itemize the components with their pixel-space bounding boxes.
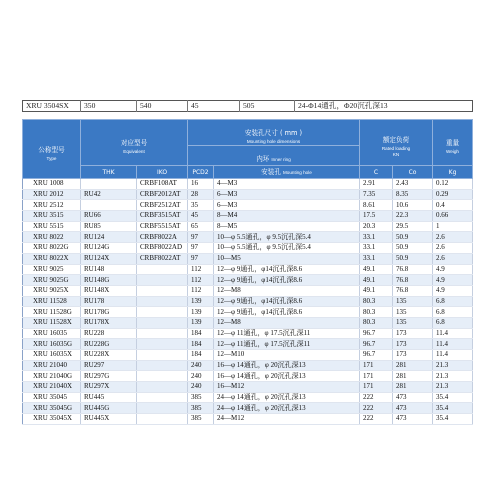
spec-table bbox=[22, 119, 473, 425]
cell-pcd: 184 bbox=[188, 339, 214, 350]
cell-weight: 35.4 bbox=[433, 403, 473, 414]
cell-weight: 0.29 bbox=[433, 189, 473, 200]
cell-pcd: 112 bbox=[188, 285, 214, 296]
cell-co: 50.9 bbox=[393, 243, 433, 254]
cell-weight: 2.6 bbox=[433, 243, 473, 254]
header-pcd: PCD2 bbox=[188, 166, 214, 179]
top-cell-mounting-hole: 24-Φ14通孔，Φ20沉孔深13 bbox=[298, 101, 388, 110]
table-row bbox=[23, 285, 473, 296]
cell-model: XRU 11528 bbox=[23, 296, 81, 307]
header-iko: IKO bbox=[137, 166, 188, 179]
table-row bbox=[23, 211, 473, 222]
cell-thk: RU124G bbox=[81, 243, 137, 254]
cell-pcd: 65 bbox=[188, 221, 214, 232]
cell-thk: RU178X bbox=[81, 317, 137, 328]
table-row bbox=[23, 200, 473, 211]
cell-pcd: 240 bbox=[188, 371, 214, 382]
cell-model: XRU 35045X bbox=[23, 414, 81, 425]
table-row bbox=[23, 339, 473, 350]
cell-thk: RU178G bbox=[81, 307, 137, 318]
cell-co: 473 bbox=[393, 392, 433, 403]
table-row bbox=[23, 232, 473, 243]
cell-c: 7.35 bbox=[360, 189, 393, 200]
cell-c: 80.3 bbox=[360, 317, 393, 328]
cell-thk: RU178 bbox=[81, 296, 137, 307]
cell-thk: RU228X bbox=[81, 350, 137, 361]
cell-model: XRU 35045G bbox=[23, 403, 81, 414]
cell-c: 222 bbox=[360, 403, 393, 414]
top-row bbox=[23, 101, 473, 112]
header-kg: Kg bbox=[433, 166, 473, 179]
cell-weight: 35.4 bbox=[433, 392, 473, 403]
cell-thk: RU85 bbox=[81, 221, 137, 232]
table-row bbox=[23, 350, 473, 361]
cell-c: 222 bbox=[360, 414, 393, 425]
cell-iko bbox=[137, 371, 188, 382]
table-row bbox=[23, 296, 473, 307]
cell-co: 473 bbox=[393, 403, 433, 414]
cell-weight: 1 bbox=[433, 221, 473, 232]
cell-thk: RU297G bbox=[81, 371, 137, 382]
cell-thk: RU228 bbox=[81, 328, 137, 339]
cell-pcd: 97 bbox=[188, 232, 214, 243]
top-cell-outer-dia: 540 bbox=[137, 101, 188, 112]
cell-iko: CRBF2512AT bbox=[137, 200, 188, 211]
cell-iko bbox=[137, 414, 188, 425]
cell-pcd: 35 bbox=[188, 200, 214, 211]
cell-c: 171 bbox=[360, 360, 393, 371]
table-row bbox=[23, 360, 473, 371]
cell-mounting-hole: 16—φ 14通孔，φ 20沉孔深13 bbox=[214, 360, 360, 371]
cell-weight: 11.4 bbox=[433, 339, 473, 350]
header-c: C bbox=[360, 166, 393, 179]
cell-mounting-hole: 8—M4 bbox=[214, 211, 360, 222]
cell-c: 171 bbox=[360, 382, 393, 393]
cell-mounting-hole: 6—M3 bbox=[214, 189, 360, 200]
cell-weight: 4.9 bbox=[433, 275, 473, 286]
table-row bbox=[23, 317, 473, 328]
cell-iko bbox=[137, 328, 188, 339]
cell-thk: RU445X bbox=[81, 414, 137, 425]
top-cell-inner-dia: 350 bbox=[81, 101, 137, 112]
cell-pcd: 240 bbox=[188, 382, 214, 393]
cell-mounting-hole: 16—φ 14通孔，φ 20沉孔深13 bbox=[214, 371, 360, 382]
header-mounting-dimensions: 安装孔尺寸 ( mm ) Mounting hole dimensions bbox=[188, 120, 360, 146]
cell-weight: 21.3 bbox=[433, 360, 473, 371]
cell-weight: 4.9 bbox=[433, 285, 473, 296]
cell-mounting-hole: 8—M5 bbox=[214, 221, 360, 232]
top-spec-row bbox=[22, 100, 473, 112]
header-rated-loading: 额定负荷 Rated loading KN bbox=[360, 120, 433, 166]
cell-pcd: 45 bbox=[188, 211, 214, 222]
cell-co: 2.43 bbox=[393, 179, 433, 190]
cell-mounting-hole: 12—φ 9通孔，φ14沉孔深8.6 bbox=[214, 264, 360, 275]
cell-model: XRU 3515 bbox=[23, 211, 81, 222]
cell-mounting-hole: 12—M10 bbox=[214, 350, 360, 361]
cell-model: XRU 2012 bbox=[23, 189, 81, 200]
cell-co: 8.35 bbox=[393, 189, 433, 200]
table-row bbox=[23, 275, 473, 286]
cell-mounting-hole: 24—φ 14通孔，φ 20沉孔深13 bbox=[214, 403, 360, 414]
table-row bbox=[23, 392, 473, 403]
cell-model: XRU 8022X bbox=[23, 253, 81, 264]
cell-pcd: 139 bbox=[188, 296, 214, 307]
cell-co: 281 bbox=[393, 382, 433, 393]
cell-thk bbox=[81, 179, 137, 190]
cell-model: XRU 9025 bbox=[23, 264, 81, 275]
cell-thk: RU297X bbox=[81, 382, 137, 393]
cell-mounting-hole: 12—φ 9通孔，φ14沉孔深8.6 bbox=[214, 275, 360, 286]
cell-iko: CRBF2012AT bbox=[137, 189, 188, 200]
cell-c: 49.1 bbox=[360, 264, 393, 275]
table-row bbox=[23, 328, 473, 339]
cell-weight: 21.3 bbox=[433, 382, 473, 393]
header-weight: 重量 Weigh bbox=[433, 120, 473, 166]
cell-mounting-hole: 10—M5 bbox=[214, 253, 360, 264]
cell-co: 173 bbox=[393, 339, 433, 350]
cell-iko bbox=[137, 403, 188, 414]
cell-model: XRU 16035 bbox=[23, 328, 81, 339]
cell-mounting-hole: 24—φ 14通孔，φ 20沉孔深13 bbox=[214, 392, 360, 403]
cell-iko: CRBF5515AT bbox=[137, 221, 188, 232]
cell-iko bbox=[137, 392, 188, 403]
cell-iko bbox=[137, 317, 188, 328]
cell-model: XRU 11528X bbox=[23, 317, 81, 328]
cell-weight: 2.6 bbox=[433, 253, 473, 264]
table-row bbox=[23, 371, 473, 382]
cell-pcd: 28 bbox=[188, 189, 214, 200]
cell-mounting-hole: 12—φ 11通孔，φ 17.5沉孔深11 bbox=[214, 328, 360, 339]
cell-c: 222 bbox=[360, 392, 393, 403]
table-header bbox=[23, 120, 473, 179]
cell-pcd: 385 bbox=[188, 414, 214, 425]
top-cell-model: XRU 3504SX bbox=[23, 101, 81, 112]
cell-iko bbox=[137, 264, 188, 275]
cell-thk: RU124X bbox=[81, 253, 137, 264]
cell-pcd: 112 bbox=[188, 275, 214, 286]
cell-mounting-hole: 24—M12 bbox=[214, 414, 360, 425]
cell-iko bbox=[137, 285, 188, 296]
cell-mounting-hole: 16—M12 bbox=[214, 382, 360, 393]
cell-thk: RU148X bbox=[81, 285, 137, 296]
cell-model: XRU 9025G bbox=[23, 275, 81, 286]
cell-co: 173 bbox=[393, 328, 433, 339]
cell-pcd: 385 bbox=[188, 392, 214, 403]
cell-model: XRU 1008 bbox=[23, 179, 81, 190]
cell-model: XRU 9025X bbox=[23, 285, 81, 296]
cell-thk: RU148G bbox=[81, 275, 137, 286]
cell-co: 50.9 bbox=[393, 253, 433, 264]
cell-model: XRU 5515 bbox=[23, 221, 81, 232]
cell-c: 80.3 bbox=[360, 307, 393, 318]
cell-iko bbox=[137, 350, 188, 361]
cell-pcd: 240 bbox=[188, 360, 214, 371]
cell-c: 80.3 bbox=[360, 296, 393, 307]
cell-weight: 0.12 bbox=[433, 179, 473, 190]
cell-c: 49.1 bbox=[360, 275, 393, 286]
cell-c: 33.1 bbox=[360, 243, 393, 254]
cell-weight: 0.4 bbox=[433, 200, 473, 211]
cell-model: XRU 35045 bbox=[23, 392, 81, 403]
cell-iko bbox=[137, 296, 188, 307]
header-inner-ring: 内环 Inner ring bbox=[188, 146, 360, 166]
cell-thk: RU42 bbox=[81, 189, 137, 200]
cell-co: 281 bbox=[393, 360, 433, 371]
header-type: 公称型号 Type bbox=[23, 120, 81, 179]
cell-pcd: 97 bbox=[188, 243, 214, 254]
cell-thk: RU445G bbox=[81, 403, 137, 414]
cell-model: XRU 8022 bbox=[23, 232, 81, 243]
table-row bbox=[23, 221, 473, 232]
cell-weight: 0.66 bbox=[433, 211, 473, 222]
cell-c: 8.61 bbox=[360, 200, 393, 211]
cell-mounting-hole: 12—φ 11通孔，φ 17.5沉孔深11 bbox=[214, 339, 360, 350]
cell-pcd: 139 bbox=[188, 307, 214, 318]
cell-thk: RU445 bbox=[81, 392, 137, 403]
cell-co: 50.9 bbox=[393, 232, 433, 243]
cell-c: 2.91 bbox=[360, 179, 393, 190]
cell-c: 33.1 bbox=[360, 232, 393, 243]
cell-weight: 6.8 bbox=[433, 317, 473, 328]
cell-pcd: 184 bbox=[188, 328, 214, 339]
cell-c: 171 bbox=[360, 371, 393, 382]
cell-mounting-hole: 10—φ 5.5通孔，φ 9.5沉孔深5.4 bbox=[214, 243, 360, 254]
table-row bbox=[23, 382, 473, 393]
cell-pcd: 184 bbox=[188, 350, 214, 361]
cell-mounting-hole: 12—φ 9通孔，φ14沉孔深8.6 bbox=[214, 307, 360, 318]
header-equivalent: 对应型号 Equivalent bbox=[81, 120, 188, 166]
table-row bbox=[23, 189, 473, 200]
cell-pcd: 97 bbox=[188, 253, 214, 264]
cell-weight: 6.8 bbox=[433, 296, 473, 307]
cell-model: XRU 2512 bbox=[23, 200, 81, 211]
cell-c: 33.1 bbox=[360, 253, 393, 264]
table-row bbox=[23, 403, 473, 414]
cell-mounting-hole: 10—φ 5.5通孔，φ 9.5沉孔深5.4 bbox=[214, 232, 360, 243]
cell-co: 76.8 bbox=[393, 285, 433, 296]
cell-thk: RU228G bbox=[81, 339, 137, 350]
cell-weight: 11.4 bbox=[433, 328, 473, 339]
cell-weight: 6.8 bbox=[433, 307, 473, 318]
cell-iko bbox=[137, 382, 188, 393]
cell-mounting-hole: 12—M8 bbox=[214, 285, 360, 296]
cell-thk bbox=[81, 200, 137, 211]
cell-co: 173 bbox=[393, 350, 433, 361]
cell-model: XRU 21040 bbox=[23, 360, 81, 371]
cell-iko: CRBF8022A bbox=[137, 232, 188, 243]
cell-c: 49.1 bbox=[360, 285, 393, 296]
header-co: Co bbox=[393, 166, 433, 179]
cell-mounting-hole: 12—φ 9通孔，φ14沉孔深8.6 bbox=[214, 296, 360, 307]
top-cell-pcd: 505 bbox=[240, 101, 295, 112]
cell-iko bbox=[137, 360, 188, 371]
table-row bbox=[23, 414, 473, 425]
cell-weight: 4.9 bbox=[433, 264, 473, 275]
cell-mounting-hole: 4—M3 bbox=[214, 179, 360, 190]
table-body bbox=[23, 179, 473, 425]
cell-model: XRU 8022G bbox=[23, 243, 81, 254]
cell-c: 17.5 bbox=[360, 211, 393, 222]
cell-weight: 21.3 bbox=[433, 371, 473, 382]
cell-model: XRU 21040G bbox=[23, 371, 81, 382]
cell-co: 281 bbox=[393, 371, 433, 382]
cell-co: 135 bbox=[393, 296, 433, 307]
cell-co: 76.8 bbox=[393, 264, 433, 275]
cell-model: XRU 16035G bbox=[23, 339, 81, 350]
cell-co: 10.6 bbox=[393, 200, 433, 211]
cell-iko bbox=[137, 307, 188, 318]
cell-weight: 2.6 bbox=[433, 232, 473, 243]
cell-mounting-hole: 6—M3 bbox=[214, 200, 360, 211]
cell-model: XRU 11528G bbox=[23, 307, 81, 318]
table-row bbox=[23, 253, 473, 264]
cell-weight: 11.4 bbox=[433, 350, 473, 361]
cell-iko: CRBF108AT bbox=[137, 179, 188, 190]
cell-c: 20.3 bbox=[360, 221, 393, 232]
cell-co: 29.5 bbox=[393, 221, 433, 232]
header-thk: THK bbox=[81, 166, 137, 179]
table-row bbox=[23, 179, 473, 190]
cell-co: 135 bbox=[393, 317, 433, 328]
cell-pcd: 16 bbox=[188, 179, 214, 190]
cell-model: XRU 21040X bbox=[23, 382, 81, 393]
cell-thk: RU66 bbox=[81, 211, 137, 222]
header-mounting-hole: 安装孔 Mounting hole bbox=[214, 166, 360, 179]
top-cell-width: 45 bbox=[188, 101, 240, 112]
cell-pcd: 112 bbox=[188, 264, 214, 275]
cell-co: 135 bbox=[393, 307, 433, 318]
cell-mounting-hole: 12—M8 bbox=[214, 317, 360, 328]
cell-co: 22.3 bbox=[393, 211, 433, 222]
cell-iko: CRBF8022AD bbox=[137, 243, 188, 254]
cell-c: 96.7 bbox=[360, 350, 393, 361]
cell-co: 473 bbox=[393, 414, 433, 425]
cell-iko bbox=[137, 275, 188, 286]
cell-weight: 35.4 bbox=[433, 414, 473, 425]
cell-iko bbox=[137, 339, 188, 350]
table-row bbox=[23, 264, 473, 275]
cell-c: 96.7 bbox=[360, 328, 393, 339]
cell-thk: RU124 bbox=[81, 232, 137, 243]
cell-co: 76.8 bbox=[393, 275, 433, 286]
cell-thk: RU297 bbox=[81, 360, 137, 371]
table-row bbox=[23, 307, 473, 318]
cell-c: 96.7 bbox=[360, 339, 393, 350]
cell-pcd: 139 bbox=[188, 317, 214, 328]
cell-iko: CRBF3515AT bbox=[137, 211, 188, 222]
cell-model: XRU 16035X bbox=[23, 350, 81, 361]
cell-pcd: 385 bbox=[188, 403, 214, 414]
cell-iko: CRBF8022AT bbox=[137, 253, 188, 264]
table-row bbox=[23, 243, 473, 254]
cell-thk: RU148 bbox=[81, 264, 137, 275]
